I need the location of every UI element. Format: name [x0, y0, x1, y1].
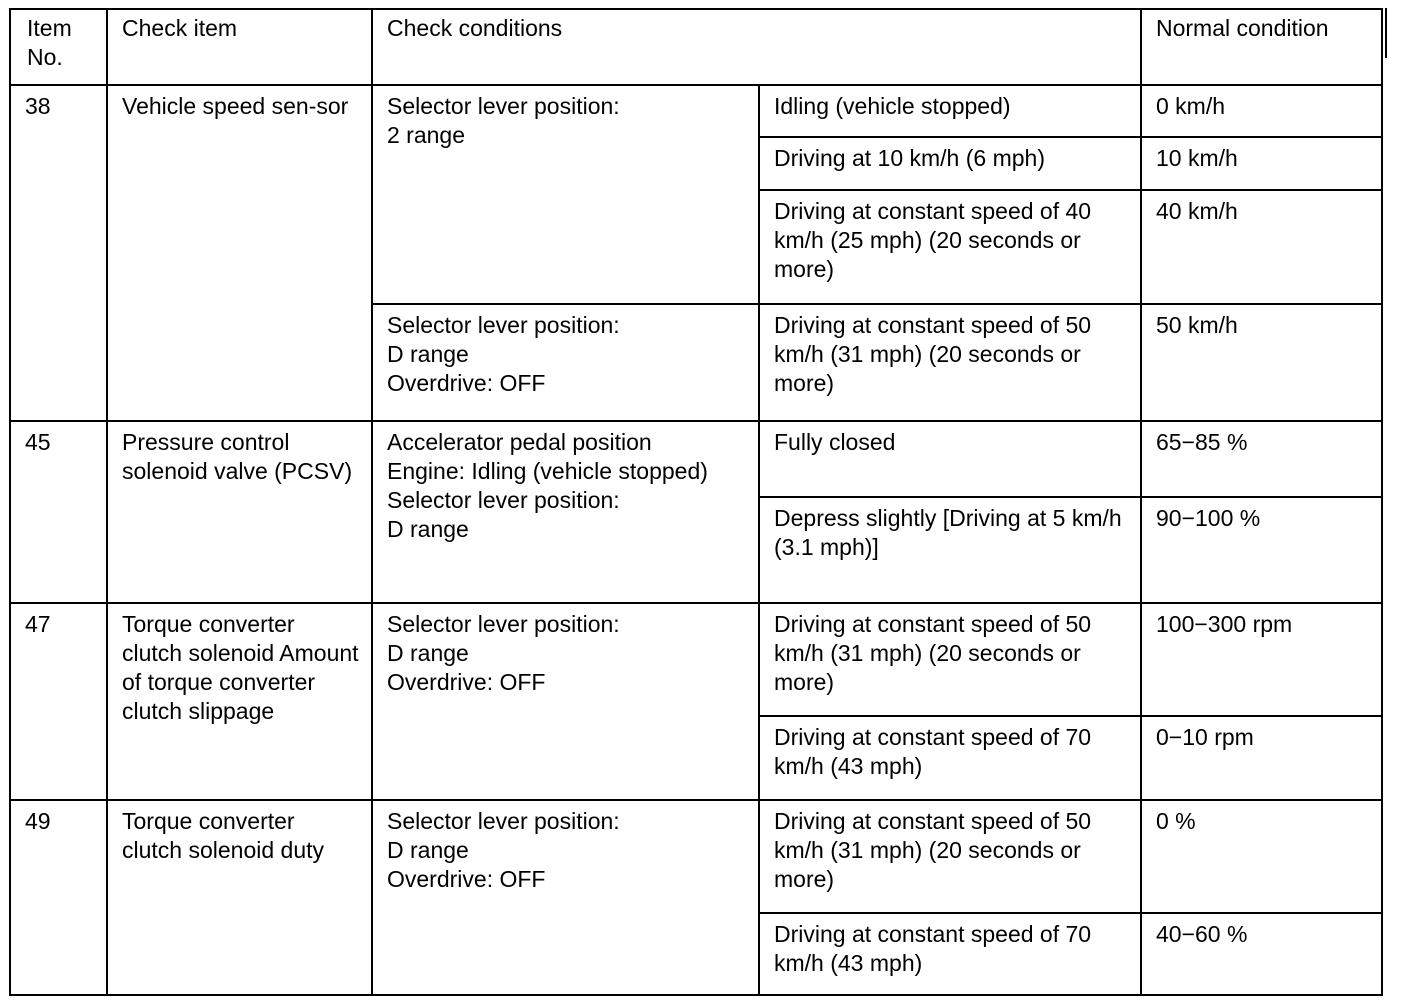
sub-condition-cell: Driving at constant speed of 70 km/h (43 mph) — [759, 716, 1141, 800]
sub-condition-cell: Driving at constant speed of 70 km/h (43 mph) — [759, 913, 1141, 995]
table-row — [10, 800, 1382, 913]
check-table — [9, 8, 1383, 996]
normal-value-cell: 40 km/h — [1141, 190, 1382, 304]
header-row — [10, 9, 1382, 85]
check-item-cell: Torque converter clutch solenoid duty — [107, 800, 372, 995]
header-check-conditions: Check conditions — [372, 9, 1141, 85]
header-normal-condition: Normal condition — [1141, 9, 1382, 85]
table-row — [10, 603, 1382, 716]
sub-condition-cell: Idling (vehicle stopped) — [759, 85, 1141, 137]
condition-cell — [372, 421, 759, 603]
condition-line: Overdrive: OFF — [387, 370, 546, 396]
header-check-item: Check item — [107, 9, 372, 85]
condition-line: Engine: Idling (vehicle stopped) — [387, 458, 708, 484]
condition-line: Selector lever position: — [387, 487, 620, 513]
item-no-cell: 45 — [10, 421, 107, 603]
condition-line: Overdrive: OFF — [387, 669, 546, 695]
sub-condition-cell: Driving at constant speed of 50 km/h (31 mph) (20 seconds or more) — [759, 800, 1141, 913]
condition-line: 2 range — [387, 122, 466, 148]
condition-line: Selector lever position: — [387, 611, 620, 637]
sub-condition-cell: Driving at 10 km/h (6 mph) — [759, 137, 1141, 190]
check-item-cell: Vehicle speed sen-sor — [107, 85, 372, 421]
normal-value-cell: 0 km/h — [1141, 85, 1382, 137]
normal-value-cell: 10 km/h — [1141, 137, 1382, 190]
normal-value-cell: 100−300 rpm — [1141, 603, 1382, 716]
condition-line: Accelerator pedal position — [387, 429, 652, 455]
table-row — [10, 85, 1382, 137]
sub-condition-cell: Depress slightly [Driving at 5 km/h (3.1 mph)] — [759, 497, 1141, 603]
check-item-cell: Pressure control solenoid valve (PCSV) — [107, 421, 372, 603]
sub-condition-cell: Fully closed — [759, 421, 1141, 497]
scan-edge-mark — [1385, 8, 1387, 58]
condition-line: D range — [387, 341, 469, 367]
condition-line: Selector lever position: — [387, 312, 620, 338]
normal-value-cell: 65−85 % — [1141, 421, 1382, 497]
condition-line: Overdrive: OFF — [387, 866, 546, 892]
item-no-cell: 49 — [10, 800, 107, 995]
normal-value-cell: 50 km/h — [1141, 304, 1382, 421]
check-item-cell: Torque converter clutch solenoid Amount of torque converter clutch slippage — [107, 603, 372, 800]
condition-cell — [372, 304, 759, 421]
item-no-cell: 47 — [10, 603, 107, 800]
condition-line: D range — [387, 516, 469, 542]
sub-condition-cell: Driving at constant speed of 50 km/h (31 mph) (20 seconds or more) — [759, 304, 1141, 421]
condition-line: Selector lever position: — [387, 93, 620, 119]
condition-cell — [372, 85, 759, 304]
normal-value-cell: 0 % — [1141, 800, 1382, 913]
condition-line: Selector lever position: — [387, 808, 620, 834]
normal-value-cell: 90−100 % — [1141, 497, 1382, 603]
condition-cell — [372, 603, 759, 800]
normal-value-cell: 0−10 rpm — [1141, 716, 1382, 800]
condition-cell — [372, 800, 759, 995]
sub-condition-cell: Driving at constant speed of 40 km/h (25 mph) (20 seconds or more) — [759, 190, 1141, 304]
normal-value-cell: 40−60 % — [1141, 913, 1382, 995]
condition-line: D range — [387, 837, 469, 863]
header-item-no: Item No. — [10, 9, 107, 85]
table-row — [10, 421, 1382, 497]
condition-line: D range — [387, 640, 469, 666]
item-no-cell: 38 — [10, 85, 107, 421]
sub-condition-cell: Driving at constant speed of 50 km/h (31 mph) (20 seconds or more) — [759, 603, 1141, 716]
